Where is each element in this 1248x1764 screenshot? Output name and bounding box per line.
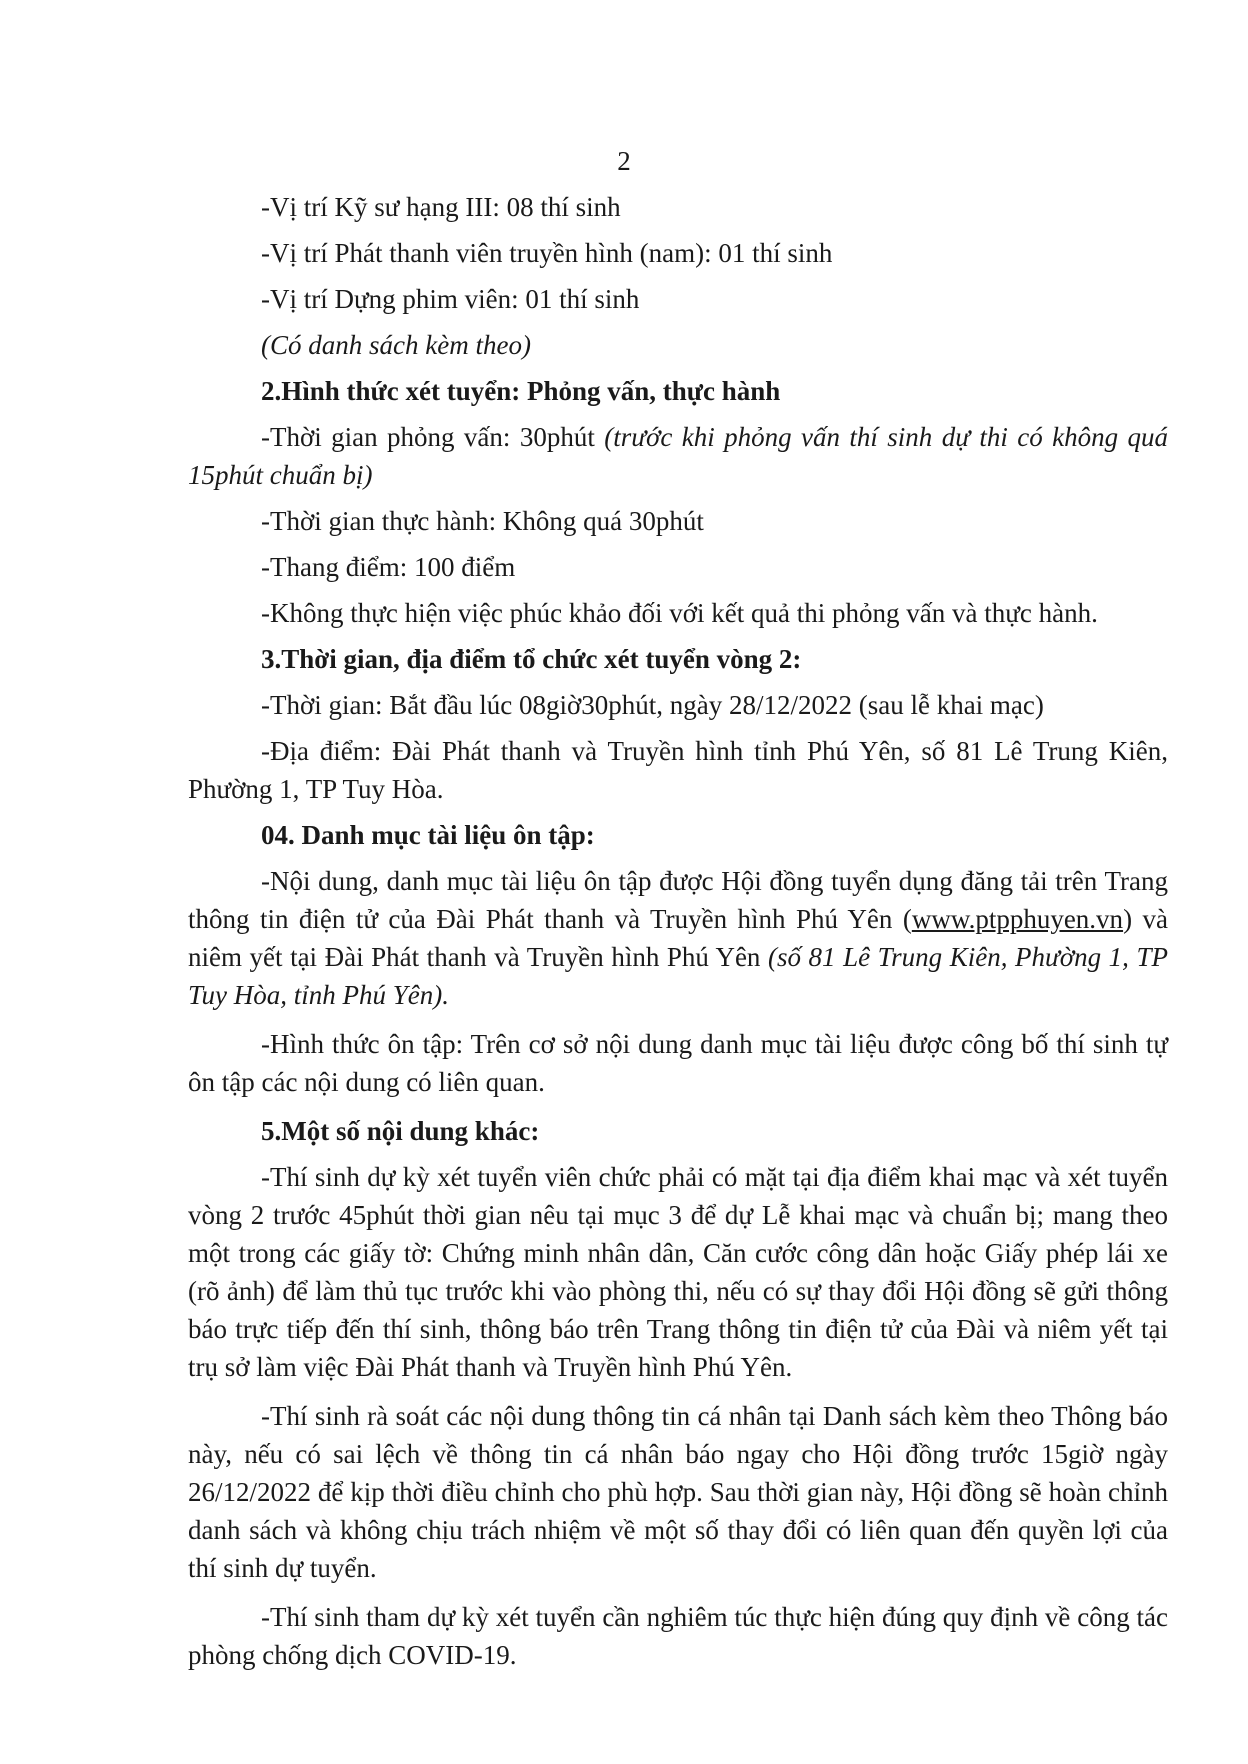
interview-time-note: (trước khi phỏng vấn thí sinh dự thi có không quá 15phút chuẩn bị) (188, 422, 1168, 490)
document-body (188, 188, 1168, 1674)
section-2-heading: 2.Hình thức xét tuyển: Phỏng vấn, thực hành (261, 376, 781, 406)
interview-time-text: -Thời gian phỏng vấn: 30phút (261, 422, 605, 452)
interview-time (188, 418, 1168, 494)
exam-location: -Địa điểm: Đài Phát thanh và Truyền hình tỉnh Phú Yên, số 81 Lê Trung Kiên, Phường 1, TP Tuy Hòa. (188, 736, 1168, 804)
section-3-heading: 3.Thời gian, địa điểm tổ chức xét tuyển vòng 2: (261, 644, 802, 674)
other-info-paragraph-2: -Thí sinh rà soát các nội dung thông tin cá nhân tại Danh sách kèm theo Thông báo này, nếu có sai lệch về thông tin cá nhân báo ngay cho Hội đồng trước 15giờ ngày 26/12/2022 để kịp thời điều chỉnh cho phù hợp. Sau thời gian này, Hội đồng sẽ hoàn chỉnh danh sách và không chịu trách nhiệm về một số thay đổi có liên quan đến quyền lợi của thí sinh dự tuyển. (188, 1401, 1168, 1583)
study-form: -Hình thức ôn tập: Trên cơ sở nội dung danh mục tài liệu được công bố thí sinh tự ôn tập các nội dung có liên quan. (188, 1029, 1168, 1097)
exam-time: -Thời gian: Bắt đầu lúc 08giờ30phút, ngày 28/12/2022 (sau lễ khai mạc) (261, 690, 1044, 720)
practice-time: -Thời gian thực hành: Không quá 30phút (261, 506, 704, 536)
study-materials-text-2: ) và niêm yết tại Đài Phát thanh và Truyền hình Phú Yên (188, 904, 1168, 972)
other-info-paragraph-1: -Thí sinh dự kỳ xét tuyển viên chức phải có mặt tại địa điểm khai mạc và xét tuyển vòng 2 trước 45phút thời gian nêu tại mục 3 để dự Lễ khai mạc và chuẩn bị; mang theo một trong các giấy tờ: Chứng minh nhân dân, Căn cước công dân hoặc Giấy phép lái xe (rõ ảnh) để làm thủ tục trước khi vào phòng thi, nếu có sự thay đổi Hội đồng sẽ gửi thông báo trực tiếp đến thí sinh, thông báo trên Trang thông tin điện tử của Đài và niêm yết tại trụ sở làm việc Đài Phát thanh và Truyền hình Phú Yên. (188, 1162, 1168, 1382)
attached-list-note: (Có danh sách kèm theo) (261, 330, 531, 360)
score-scale: -Thang điểm: 100 điểm (261, 552, 516, 582)
study-materials-text: -Nội dung, danh mục tài liệu ôn tập được Hội đồng tuyển dụng đăng tải trên Trang thông tin điện tử của Đài Phát thanh và Truyền hình Phú Yên ( (188, 866, 1168, 934)
section-4-heading: 04. Danh mục tài liệu ôn tập: (261, 820, 595, 850)
no-review-note: -Không thực hiện việc phúc khảo đối với kết quả thi phỏng vấn và thực hành. (261, 598, 1098, 628)
website-link[interactable]: www.ptpphuyen.vn (911, 904, 1124, 934)
other-info-paragraph-3: -Thí sinh tham dự kỳ xét tuyển cần nghiêm túc thực hiện đúng quy định về công tác phòng chống dịch COVID-19. (188, 1602, 1168, 1670)
study-materials-address: (số 81 Lê Trung Kiên, Phường 1, TP Tuy Hòa, tỉnh Phú Yên). (188, 942, 1168, 1010)
position-engineer: -Vị trí Kỹ sư hạng III: 08 thí sinh (261, 192, 621, 222)
page-number: 2 (617, 146, 631, 176)
position-film-editor: -Vị trí Dựng phim viên: 01 thí sinh (261, 284, 640, 314)
section-5-heading: 5.Một số nội dung khác: (261, 1116, 540, 1146)
study-materials-content (188, 862, 1168, 1014)
position-announcer: -Vị trí Phát thanh viên truyền hình (nam): 01 thí sinh (261, 238, 833, 268)
